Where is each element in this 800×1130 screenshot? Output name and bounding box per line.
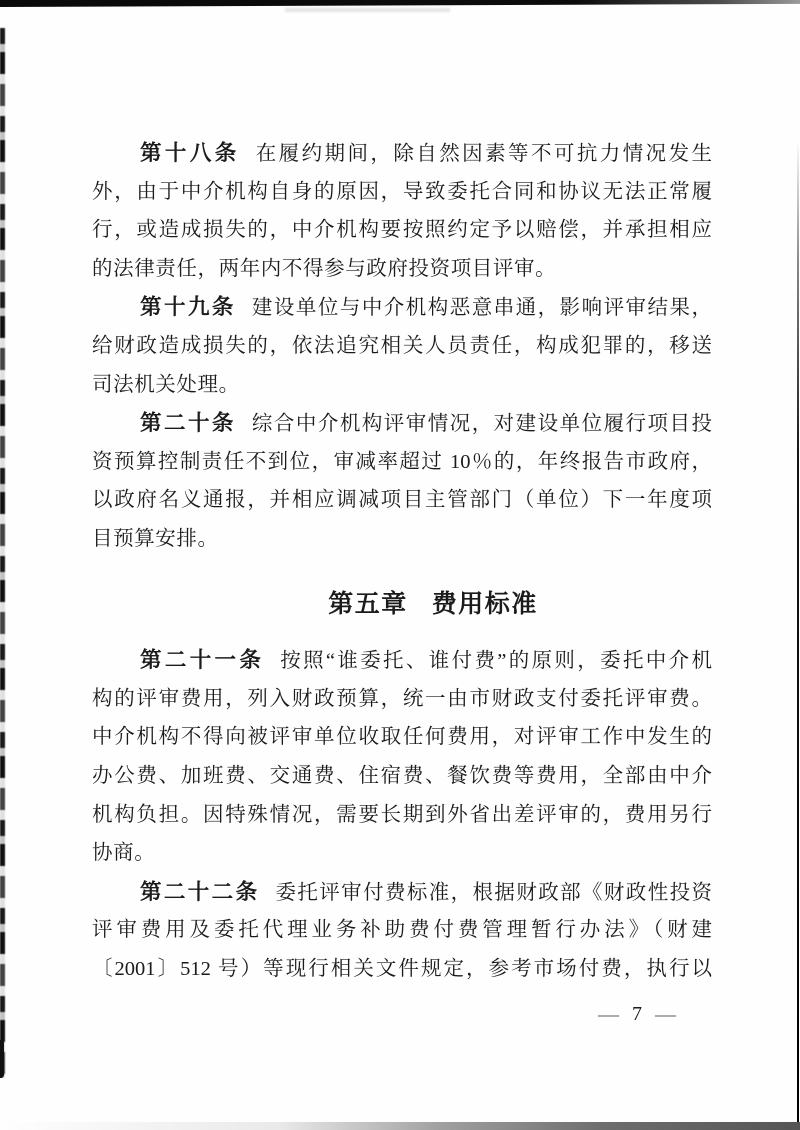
line-text: 资预算控制责任不到位，审减率超过 10％的，年终报告市政府， (92, 450, 712, 473)
paragraph-line (92, 134, 712, 173)
line-text: 外，由于中介机构自身的原因，导致委托合同和协议无法正常履 (92, 180, 712, 203)
chapter-number: 第五章 (328, 589, 408, 618)
line-text: 行，或造成损失的，中介机构要按照约定予以赔偿，并承担相应 (92, 219, 712, 242)
scan-edge-left (0, 28, 5, 1078)
paragraph-line (92, 718, 712, 757)
paragraph-line (92, 873, 712, 912)
paragraph-line (92, 404, 712, 443)
line-text: 在履约期间，除自然因素等不可抗力情况发生 (255, 143, 712, 165)
paragraph-line (92, 680, 712, 719)
paragraph-line (92, 911, 712, 950)
paragraph-line (92, 173, 712, 212)
paragraph-line (92, 757, 712, 796)
document-body (92, 134, 712, 988)
paragraph-line (92, 288, 712, 327)
scan-edge-bottom (0, 1122, 800, 1130)
line-text: 机构负担。因特殊情况，需要长期到外省出差评审的，费用另行 (92, 803, 712, 826)
line-text: 协商。 (92, 842, 156, 865)
scan-edge-top (0, 0, 800, 7)
paragraph-line (92, 327, 712, 366)
article-number: 第二十二条 (140, 879, 260, 904)
scan-smudge (285, 8, 450, 12)
article-number: 第十八条 (140, 141, 240, 165)
line-text: 按照“谁委托、谁付费”的原则，委托中介机 (280, 650, 712, 673)
article-number: 第十九条 (140, 295, 236, 320)
paragraph-line (92, 796, 712, 835)
paragraph-line (92, 481, 712, 520)
paragraph-line (92, 641, 712, 680)
article-number: 第二十条 (140, 411, 236, 436)
line-text: 目预算安排。 (92, 527, 219, 550)
line-text: 给财政造成损失的，依法追究相关人员责任，构成犯罪的，移送 (92, 334, 712, 357)
paragraph-line (92, 834, 712, 873)
page-number (598, 1003, 676, 1026)
scan-edge-right (797, 140, 799, 1130)
scan-corner-mark (0, 1040, 4, 1078)
line-text: 委托评审付费标准，根据财政部《财政性投资 (275, 881, 712, 904)
paragraph-line (92, 950, 712, 989)
line-text: 的法律责任，两年内不得参与政府投资项目评审。 (92, 257, 557, 280)
line-text: 评审费用及委托代理业务补助费付费管理暂行办法》（财建 (92, 919, 712, 942)
line-text: 构的评审费用，列入财政预算，统一由市财政支付委托评审费。 (92, 687, 712, 710)
paragraph-line (92, 443, 712, 482)
paragraph-line (92, 366, 712, 405)
line-text: 司法机关处理。 (92, 373, 240, 396)
article-number: 第二十一条 (140, 648, 265, 673)
chapter-title: 费用标准 (431, 589, 538, 618)
line-text: 办公费、加班费、交通费、住宿费、餐饮费等费用，全部由中介 (92, 764, 712, 787)
paragraph-line (92, 520, 712, 559)
line-text: 〔2001〕512 号）等现行相关文件规定，参考市场付费，执行以 (92, 957, 712, 980)
page-number-dash-right: — (655, 1002, 676, 1026)
line-text: 以政府名义通报，并相应调减项目主管部门（单位）下一年度项 (92, 489, 712, 512)
page-number-value: 7 (632, 1003, 642, 1025)
paragraph-line (92, 211, 712, 250)
line-text: 建设单位与中介机构恶意串通，影响评审结果， (251, 297, 712, 320)
chapter-heading (92, 585, 712, 624)
page-number-dash-left: — (598, 1002, 619, 1026)
line-text: 综合中介机构评审情况，对建设单位履行项目投 (251, 413, 712, 436)
paragraph-line (92, 250, 712, 289)
line-text: 中介机构不得向被评审单位收取任何费用，对评审工作中发生的 (92, 726, 712, 749)
